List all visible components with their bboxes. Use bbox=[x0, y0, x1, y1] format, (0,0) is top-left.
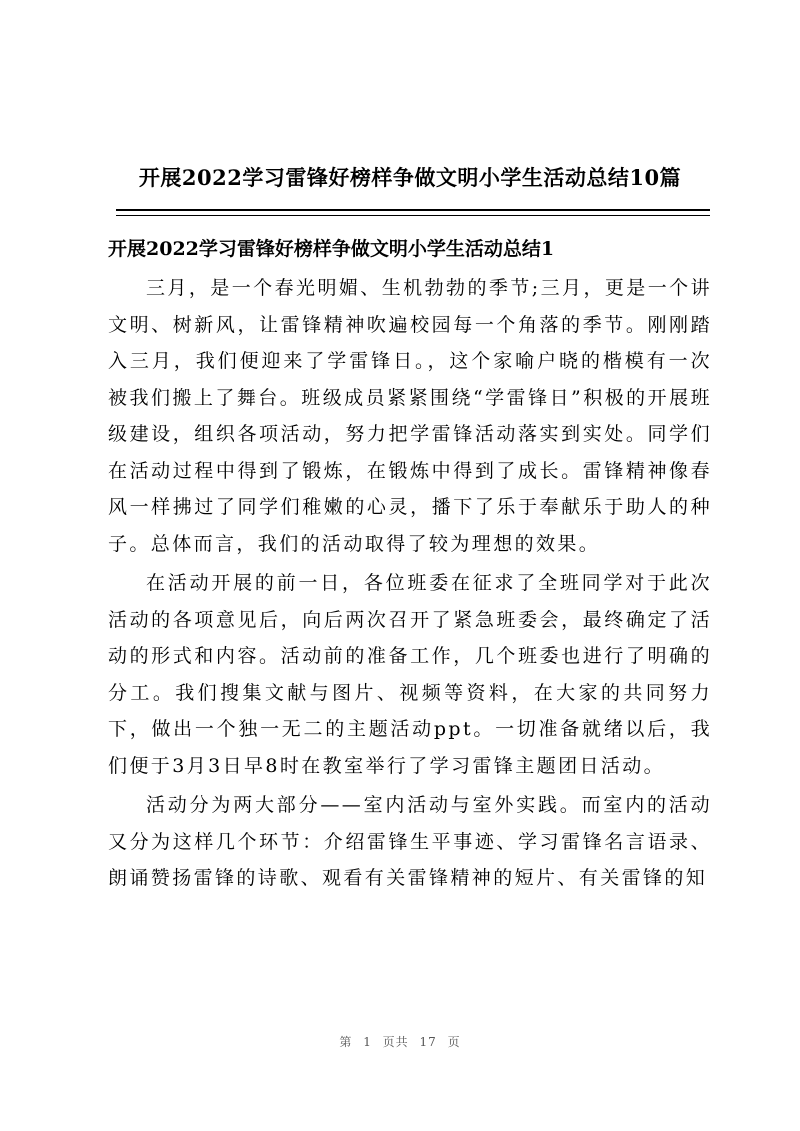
paragraph-2: 在活动开展的前一日，各位班委在征求了全班同学对于此次活动的各项意见后，向后两次召开了紧急班委会，最终确定了活动的形式和内容。活动前的准备工作，几个班委也进行了明确的分工。我们搜集文献与图片、视频等资料，在大家的共同努力下，做出一个独一无二的主题活动ppt。一切准备就绪以后，我们便于3月3日早8时在教室举行了学习雷锋主题团日活动。 bbox=[108, 572, 712, 777]
title-divider-thin bbox=[116, 215, 710, 216]
title-divider-thick bbox=[116, 209, 710, 211]
paragraph-3: 活动分为两大部分——室内活动与室外实践。而室内的活动又分为这样几个环节：介绍雷锋生平事迹、学习雷锋名言语录、朗诵赞扬雷锋的诗歌、观看有关雷锋精神的短片、有关雷锋的知 bbox=[108, 794, 712, 889]
document-title: 开展2022学习雷锋好榜样争做文明小学生活动总结10篇 bbox=[138, 165, 682, 190]
body-text bbox=[108, 270, 712, 900]
section-heading: 开展2022学习雷锋好榜样争做文明小学生活动总结1 bbox=[108, 238, 555, 260]
paragraph-1: 三月，是一个春光明媚、生机勃勃的季节;三月，更是一个讲文明、树新风，让雷锋精神吹遍校园每一个角落的季节。刚刚踏入三月，我们便迎来了学雷锋日。，这个家喻户晓的楷模有一次被我们搬上了舞台。班级成员紧紧围绕“学雷锋日”积极的开展班级建设，组织各项活动，努力把学雷锋活动落实到实处。同学们在活动过程中得到了锻炼，在锻炼中得到了成长。雷锋精神像春风一样拂过了同学们稚嫩的心灵，播下了乐于奉献乐于助人的种子。总体而言，我们的活动取得了较为理想的效果。 bbox=[108, 277, 712, 555]
page-footer: 第 1 页共 17 页 bbox=[339, 1035, 461, 1049]
